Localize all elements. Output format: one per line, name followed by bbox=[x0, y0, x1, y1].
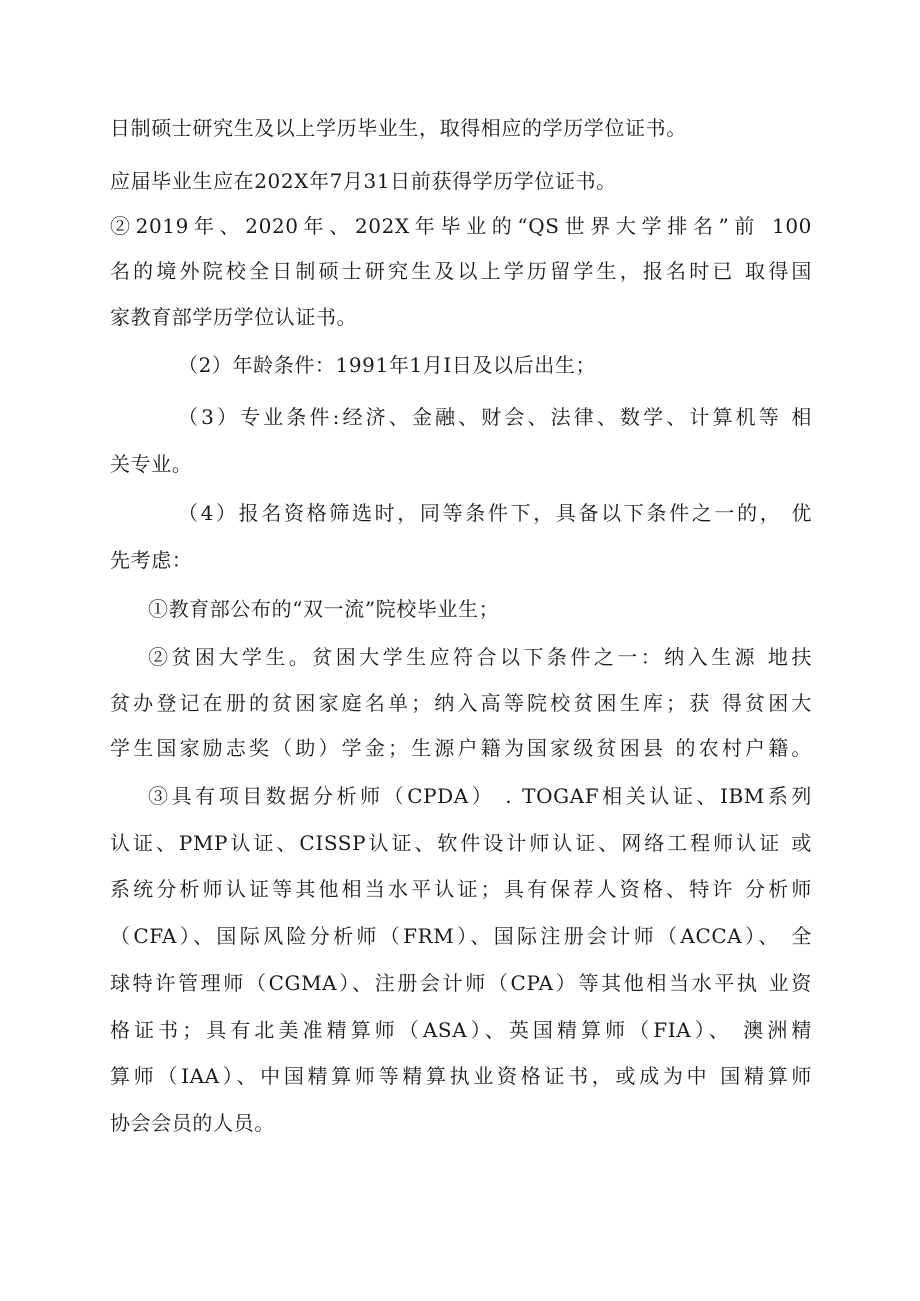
text-line-19: 球特许管理师（CGMA）、注册会计师（CPA）等其他相当水平执 业资 bbox=[110, 971, 812, 995]
text-line-15: ③具有项目数据分析师（CPDA） . TOGAF相关认证、IBM系列 bbox=[148, 784, 812, 808]
text-line-16: 认证、PMP认证、CISSP认证、软件设计师认证、网络工程师认证 或 bbox=[110, 831, 812, 855]
text-line-14: 学生国家励志奖（助）学金；生源户籍为国家级贫困县 的农村户籍。 bbox=[110, 736, 812, 760]
text-line-12: ②贫困大学生。贫困大学生应符合以下条件之一：纳入生源 地扶 bbox=[148, 645, 812, 669]
text-line-20: 格证书；具有北美准精算师（ASA）、英国精算师（FIA）、 澳洲精 bbox=[110, 1018, 812, 1042]
text-line-21: 算师（IAA）、中国精算师等精算执业资格证书，或成为中 国精算师 bbox=[110, 1064, 812, 1088]
text-line-4: 名的境外院校全日制硕士研究生及以上学历留学生，报名时已 取得国 bbox=[110, 259, 812, 283]
text-line-17: 系统分析师认证等其他相当水平认证；具有保荐人资格、特许 分析师 bbox=[110, 877, 812, 901]
text-line-1: 日制硕士研究生及以上学历毕业生，取得相应的学历学位证书。 bbox=[110, 116, 687, 140]
text-line-13: 贫办登记在册的贫困家庭名单；纳入高等院校贫困生库；获 得贫困大 bbox=[110, 691, 812, 715]
text-line-7: （3）专业条件:经济、金融、财会、法律、数学、计算机等 相 bbox=[178, 405, 812, 429]
text-line-9: （4）报名资格筛选时，同等条件下，具备以下条件之一的， 优 bbox=[178, 501, 812, 525]
text-line-3: ②2019年、2020年、202X年毕业的“QS世界大学排名”前 100 bbox=[110, 214, 812, 238]
text-line-18: （CFA）、国际风险分析师（FRM）、国际注册会计师（ACCA）、 全 bbox=[110, 924, 812, 948]
text-line-22: 协会会员的人员。 bbox=[110, 1111, 275, 1135]
text-line-8: 关专业。 bbox=[110, 452, 193, 476]
text-line-2: 应届毕业生应在202X年7月31日前获得学历学位证书。 bbox=[110, 169, 617, 193]
text-line-5: 家教育部学历学位认证书。 bbox=[110, 305, 358, 329]
text-line-6: （2）年龄条件：1991年1月I日及以后出生； bbox=[178, 353, 597, 377]
text-line-11: ①教育部公布的“双一流”院校毕业生； bbox=[148, 597, 500, 621]
text-line-10: 先考虑： bbox=[110, 548, 193, 572]
